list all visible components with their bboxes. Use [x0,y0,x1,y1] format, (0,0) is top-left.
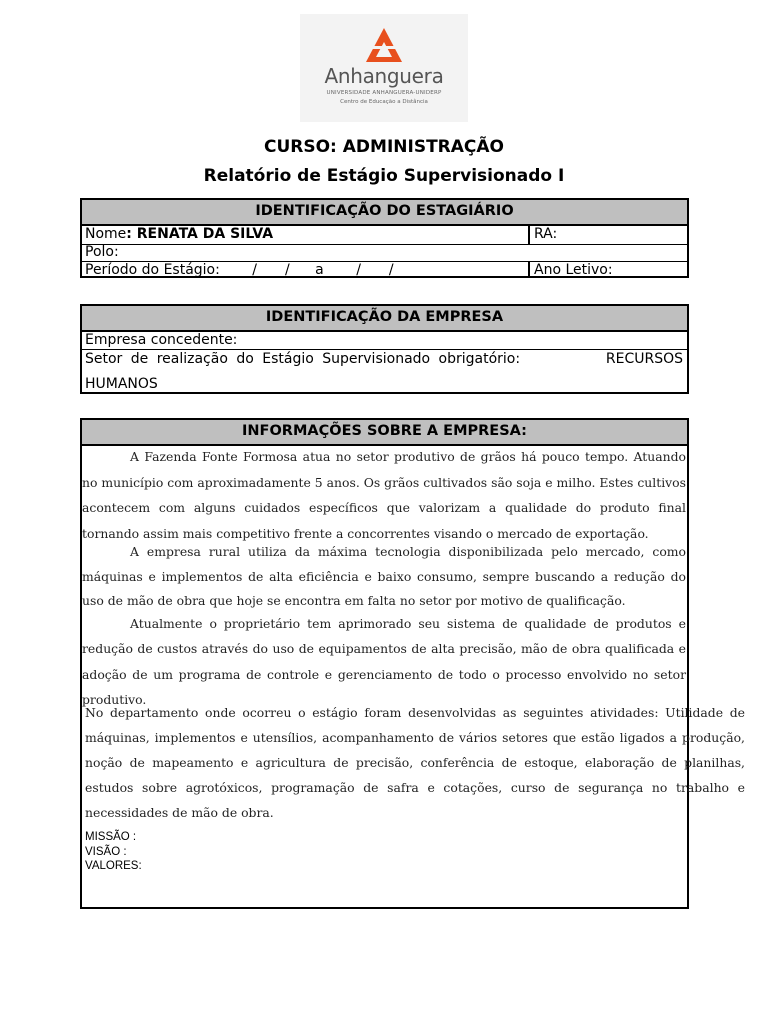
polo-row [82,245,687,262]
informacoes-header: INFORMAÇÕES SOBRE A EMPRESA: [82,420,687,446]
setor-value-line1: RECURSOS [605,351,683,367]
logo-triangle-icon [364,26,404,64]
logo-brand-name: Anhanguera [324,64,444,88]
polo-label: Polo: [85,244,119,260]
mission-vision-values [85,830,142,874]
ano-letivo-field: Ano Letivo: [528,262,613,278]
university-logo [300,14,468,122]
estagiario-header: IDENTIFICAÇÃO DO ESTAGIÁRIO [82,200,687,226]
course-title: CURSO: ADMINISTRAÇÃO [263,137,505,157]
valores-label: VALORES: [85,860,142,872]
periodo-label: Período do Estágio: ____/____/___ a ____/____/___ [85,262,415,278]
setor-value-line2: HUMANOS [85,376,158,392]
report-title: Relatório de Estágio Supervisionado I [203,166,565,186]
nome-value: : RENATA DA SILVA [126,226,274,242]
informacoes-body [82,444,686,713]
nome-label: Nome [85,226,127,242]
empresa-header: IDENTIFICAÇÃO DA EMPRESA [82,306,687,332]
periodo-row [82,262,687,278]
paragraph-1: A Fazenda Fonte Formosa atua no setor produtivo de grãos há pouco tempo. Atuando no município com aproximadamente 5 anos. Os grãos cultivados são soja e milho. Estes cultivos acontecem com alguns cuidados específicos que valorizam a qualidade do produto final tornando assim mais competitivo frente a concorrentes visando o mercado de exportação. [82,449,686,541]
setor-label: Setor de realização do Estágio Supervisionado obrigatório: [85,351,521,367]
empresa-section [80,304,689,394]
paragraph-4: No departamento onde ocorreu o estágio foram desenvolvidas as seguintes atividades: Utilidade de máquinas, implementos e utensílios, acompanhamento de vários setores que estão ligados a produção, noção de mapeamento e agricultura de precisão, conferência de estoque, elaboração de planilhas, estudos sobre agrotóxicos, programação de safra e cotações, curso de segurança no trabalho e necessidades de mão de obra. [85,705,745,820]
paragraph-2: A empresa rural utiliza da máxima tecnologia disponibilizada pelo mercado, como máquinas e implementos de alta eficiência e baixo consumo, sempre buscando a redução do uso de mão de obra que hoje se encontra em falta no setor por motivo de qualificação. [82,544,686,608]
ra-field: RA: [528,226,557,244]
setor-row [82,350,687,394]
missao-label: MISSÃO : [85,831,137,843]
logo-subtitle-center: Centro de Educação a Distância [340,99,428,105]
concedente-row [82,332,687,350]
logo-subtitle-university: UNIVERSIDADE ANHANGUERA-UNIDERP [326,90,442,96]
concedente-label: Empresa concedente: [85,332,238,348]
paragraph-3: Atualmente o proprietário tem aprimorado seu sistema de qualidade de produtos e redução de custos através do uso de equipamentos de alta precisão, mão de obra qualificada e adoção de um programa de controle e gerenciamento de todo o processo envolvido no setor produtivo. [82,615,686,707]
estagiario-section [80,198,689,278]
visao-label: VISÃO : [85,845,127,858]
nome-row [82,226,687,245]
